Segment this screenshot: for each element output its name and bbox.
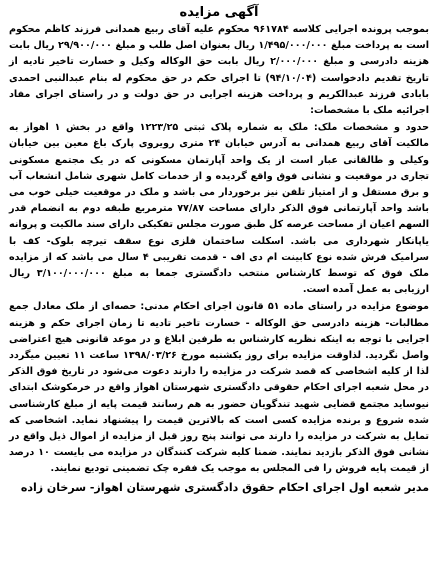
auction-notice (9, 4, 429, 496)
notice-paragraph-property: حدود و مشخصات ملک: ملک به شماره پلاک ثبتی ۱۲۲۳/۲۵ واقع در بخش ۱ اهواز به مالکیت آقای ربیع همدانی به آدرس خیابان ۲۴ متری رویروی پارک باغ معین بین خیابان وکیلی و طالقانی عبار است از یک واحد آپارتمان مسکونی که در یک مجتمع مسکونی تجاری در موقعیت و نشانی فوق واقع گردیده و از خدمات کامل شهری شامل انشعاب آب و برق مستقل و از امتیاز تلفن نیز برخوردار می باشد و ملک در موقعیت خیلی خوب می باشد واحد آپارتمانی فوق الذکر دارای مساحت ۷۷/۸۷ مترمربع طبقه دوم به انضمام قدر السهم اعیان از مساحت عرصه کل طبق صورت مجلس تفکیکی دارای سند مالکیت و پروانه یاپانکار شهرداری می باشد. اسکلت ساختمان فلزی نوع سقف تیرچه بلوک- کف با سرامیک فرش شده نوع کابینت ام دی اف - قدمت تقریبی ۴ سال می باشد که از مزایده ملک فوق که توسط کارشناس منتخب دادگستری جمعا به مبلغ ۳/۱۰۰/۰۰۰/۰۰۰ ریال ارزیابی به عمل آمده است. (9, 122, 429, 296)
notice-paragraph-auction: موضوع مزایده در راستای ماده ۵۱ قانون اجرای احکام مدنی: حصه‌ای از ملک معادل جمع مطالبات- هزینه دادرسی حق الوکاله - خسارت تاخیر تادیه تا زمان اجرای حکم و هزینه اجرایی با توجه به اینکه نظریه کارشناس به طرفین ابلاغ و در موعد قانونی هیچ اعتراضی واصل نگردید. لذاوقت مزایده برای روز یکشنبه مورخ ۱۳۹۸/۰۳/۲۶ ساعت ۱۱ تعیین میگردد لذا از کلیه اشخاصی که قصد شرکت در مزایده را دارند دعوت می‌شود در تاریخ فوق الذکر در محل شعبه اجرای احکام حقوقی دادگستری شهرستان اهواز واقع در خرمکوشک ابتدای نیوساید مجتمع قضایی شهید تندگویان حضور به هم رسانند قیمت پایه از مبلغ کارشناسی شده شروع و برنده مزایده کسی است که بالاترین قیمت را پیشنهاد نماید. اشخاصی که تمایل به شرکت در مزایده را دارند می توانند پنج روز قبل از مزایده از اموال ذیل واقع در نشانی فوق الذکر بازدید نمایند. ضمنا کلیه شرکت کنندگان در مزایده می بایست ۱۰ درصد از قیمت پایه فروش را فی المجلس به موجب یک فقره چک تضمینی تودیع نمایند. (9, 301, 429, 475)
notice-signature: مدیر شعبه اول اجرای احکام حقوق دادگستری شهرستان اهواز- سرخان زاده (20, 480, 429, 494)
notice-paragraph-case: بموجب پرونده اجرایی کلاسه ۹۶۱۷۸۴ محکوم علیه آقای ربیع همدانی فرزند کاظم محکوم است به پرداخت مبلغ ۱/۴۹۵/۰۰۰/۰۰۰ ریال بعنوان اصل طلب و مبلغ ۲۹/۹۰۰/۰۰۰ ریال بابت هزینه دادرسی و مبلغ ۲/۰۰۰/۰۰۰ ریال بابت حق الوکاله وکیل و خسارت تاخیر تادیه از تاریخ تقدیم دادخواست (۹۴/۱۰/۰۴) تا اجرای حکم در حق محکوم له بنام عبدالنبی احمدی بابادی فرزند عبدالکریم و پرداخت هزینه اجرایی در حق دولت و در راستای اجرای مفاد اجرائیه ملک با مشخصات: (9, 24, 430, 117)
notice-title: آگهی مزایده (179, 5, 259, 20)
